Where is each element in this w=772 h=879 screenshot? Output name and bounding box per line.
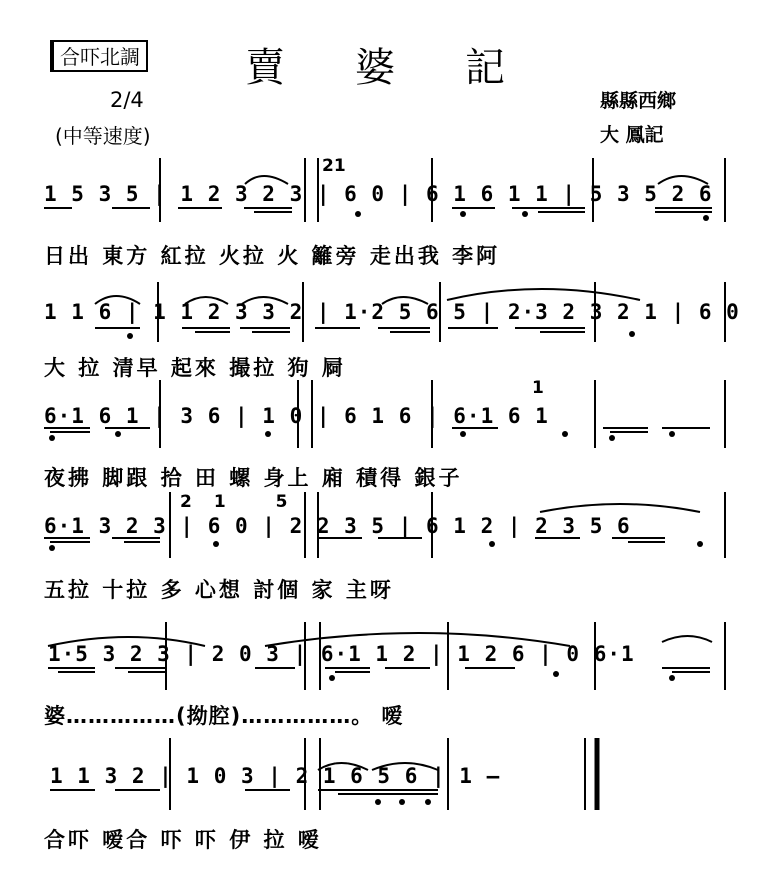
source-credit: 大 鳳記	[600, 124, 664, 146]
grace-note-system-4: 21 5	[180, 492, 310, 512]
lyrics-system-3: 夜拂 脚跟 拾 田 螺 身上 廂 積得 銀子	[44, 466, 463, 490]
tune-label-badge: 合吓北調	[50, 40, 148, 72]
lyrics-system-2: 大 拉 清早 起來 撮拉 狗 屙	[44, 356, 346, 380]
lyrics-system-6: 合吓 嗳合 吓 吓 伊 拉 嗳	[44, 828, 322, 852]
notation-system-4: 6·1 3 2 3 | 6 0 | 2 2 3 5 | 6 1 2 | 2 3 5 6	[44, 514, 631, 538]
notation-system-5: 1·5 3 2 3 | 2 0 3 | 6·1 1 2 | 1 2 6 | 0 6·1	[48, 642, 635, 666]
grace-note-system-3: 1	[532, 378, 544, 398]
tempo-marking: (中等速度)	[55, 124, 151, 148]
lyrics-system-4: 五拉 十拉 多 心想 討個 家 主呀	[44, 578, 394, 602]
lyrics-system-1: 日出 東方 紅拉 火拉 火 籬旁 走出我 李阿	[44, 244, 501, 268]
notation-system-2: 1 1 6 | 1 1 2 3 3 2 | 1·2 5 6 5 | 2·3 2 3 2 1 | 6 0	[44, 300, 740, 324]
notation-system-1: 1 5 3 5 | 1 2 3 2 3 | 6 0 | 6 1 6 1 1 | 5 3 5 2 6	[44, 182, 713, 206]
lyrics-system-5: 婆……………(拗腔)……………。 嗳	[44, 704, 404, 728]
time-signature: 2/4	[110, 88, 144, 112]
notation-system-6: 1 1 3 2 | 1 0 3 | 2 1 6 5 6 | 1 —	[50, 764, 501, 788]
song-title: 賣婆記	[245, 45, 575, 91]
region-credit: 縣縣西鄉	[600, 90, 677, 112]
notation-system-3: 6·1 6 1 | 3 6 | 1 0 | 6 1 6 | 6·1 6 1	[44, 404, 549, 428]
grace-note-system-1: 21	[322, 156, 346, 176]
